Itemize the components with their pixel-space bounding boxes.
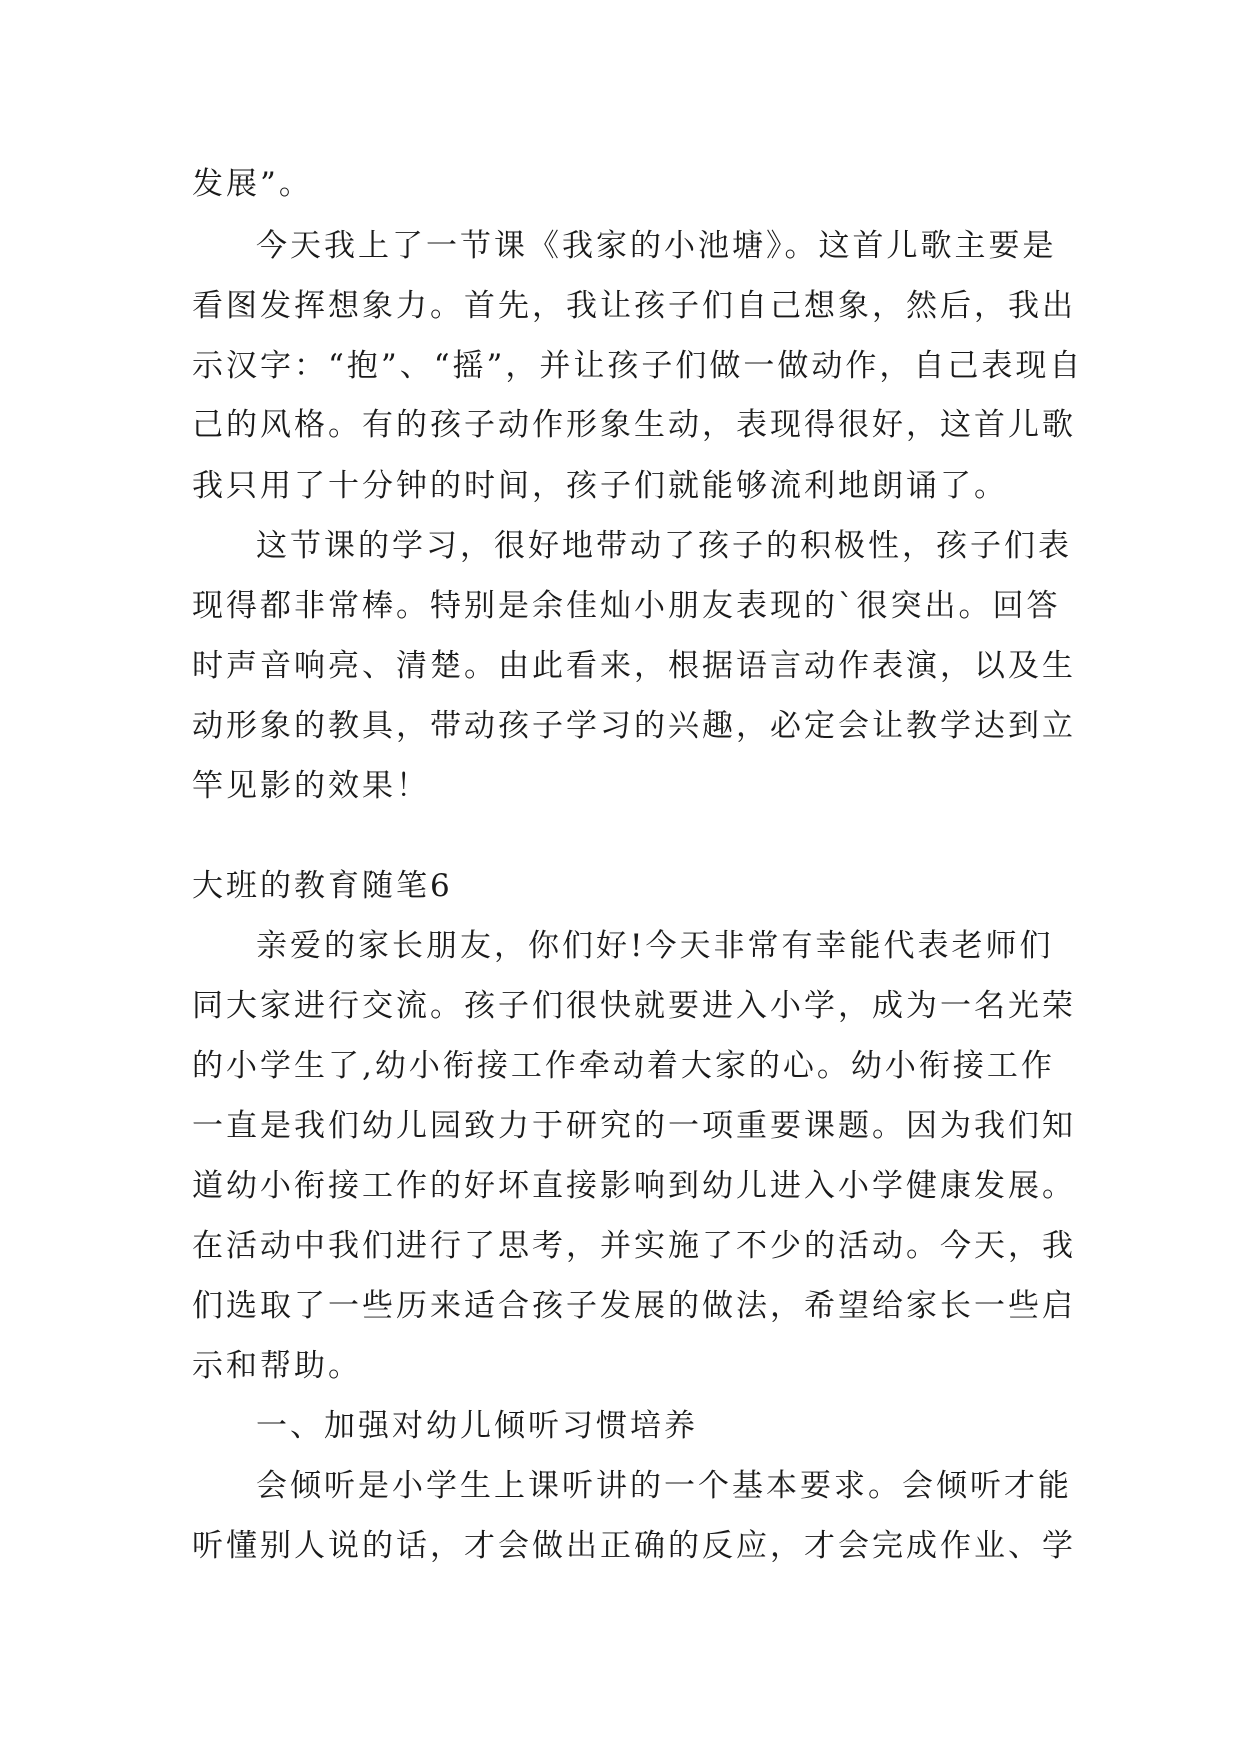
paragraph-line: 竿见影的效果！ <box>192 768 430 804</box>
paragraph-line: 一直是我们幼儿园致力于研究的一项重要课题。因为我们知 <box>192 1108 1076 1144</box>
paragraph-line: 示汉字：“抱”、“摇”，并让孩子们做一做动作，自己表现自 <box>192 348 1084 384</box>
paragraph-line: 己的风格。有的孩子动作形象生动，表现得很好，这首儿歌 <box>192 407 1076 443</box>
paragraph-line: 这节课的学习，很好地带动了孩子的积极性，孩子们表 <box>256 528 1072 564</box>
paragraph-line: 发展”。 <box>192 166 313 202</box>
paragraph-line: 看图发挥想象力。首先，我让孩子们自己想象，然后，我出 <box>192 288 1076 324</box>
paragraph-line: 道幼小衔接工作的好坏直接影响到幼儿进入小学健康发展。 <box>192 1168 1076 1204</box>
subsection-heading: 一、加强对幼儿倾听习惯培养 <box>256 1408 698 1444</box>
paragraph-line: 在活动中我们进行了思考，并实施了不少的活动。今天，我 <box>192 1228 1076 1264</box>
paragraph-line: 的小学生了,幼小衔接工作牵动着大家的心。幼小衔接工作 <box>192 1048 1055 1084</box>
paragraph-line: 亲爱的家长朋友，你们好!今天非常有幸能代表老师们 <box>256 928 1054 964</box>
paragraph-line: 今天我上了一节课《我家的小池塘》。这首儿歌主要是 <box>256 228 1057 264</box>
paragraph-line: 们选取了一些历来适合孩子发展的做法，希望给家长一些启 <box>192 1288 1076 1324</box>
paragraph-line: 示和帮助。 <box>192 1348 362 1384</box>
paragraph-line: 听懂别人说的话，才会做出正确的反应，才会完成作业、学 <box>192 1528 1076 1564</box>
paragraph-line: 现得都非常棒。特别是余佳灿小朋友表现的`很突出。回答 <box>192 588 1061 624</box>
section-heading: 大班的教育随笔6 <box>192 868 453 904</box>
paragraph-line: 会倾听是小学生上课听讲的一个基本要求。会倾听才能 <box>256 1468 1072 1504</box>
paragraph-line: 时声音响亮、清楚。由此看来，根据语言动作表演，以及生 <box>192 648 1076 684</box>
paragraph-line: 同大家进行交流。孩子们很快就要进入小学，成为一名光荣 <box>192 988 1076 1024</box>
paragraph-line: 我只用了十分钟的时间，孩子们就能够流利地朗诵了。 <box>192 468 1008 504</box>
paragraph-line: 动形象的教具，带动孩子学习的兴趣，必定会让教学达到立 <box>192 708 1076 744</box>
